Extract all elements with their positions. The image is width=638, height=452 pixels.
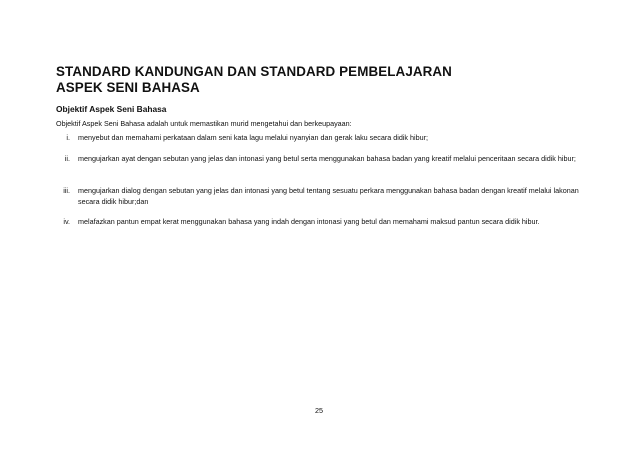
intro-paragraph: Objektif Aspek Seni Bahasa adalah untuk memastikan murid mengetahui dan berkeupayaan:: [56, 119, 352, 128]
objective-text: melafazkan pantun empat kerat menggunakan bahasa yang indah dengan intonasi yang betul dan memahami maksud pantun secara didik hibur.: [78, 217, 540, 226]
objective-text: menyebut dan memahami perkataan dalam seni kata lagu melalui nyanyian dan gerak laku secara didik hibur;: [78, 133, 428, 142]
objective-number: i.: [66, 133, 70, 142]
document-title-line-2: ASPEK SENI BAHASA: [56, 80, 200, 95]
document-title-line-1: STANDARD KANDUNGAN DAN STANDARD PEMBELAJARAN: [56, 64, 452, 79]
objective-text: mengujarkan ayat dengan sebutan yang jelas dan intonasi yang betul serta menggunakan bahasa badan yang kreatif melalui penceritaan secara didik hibur;: [78, 154, 576, 163]
objective-number: iv.: [63, 217, 70, 226]
page-number: 25: [315, 406, 323, 415]
objective-number: ii.: [64, 154, 70, 163]
objective-number: iii.: [63, 186, 70, 195]
section-subheading: Objektif Aspek Seni Bahasa: [56, 104, 167, 114]
objective-text: mengujarkan dialog dengan sebutan yang jelas dan intonasi yang betul tentang sesuatu perkara menggunakan bahasa badan dengan kreatif melalui lakonan secara didik hibur;dan: [78, 186, 579, 206]
